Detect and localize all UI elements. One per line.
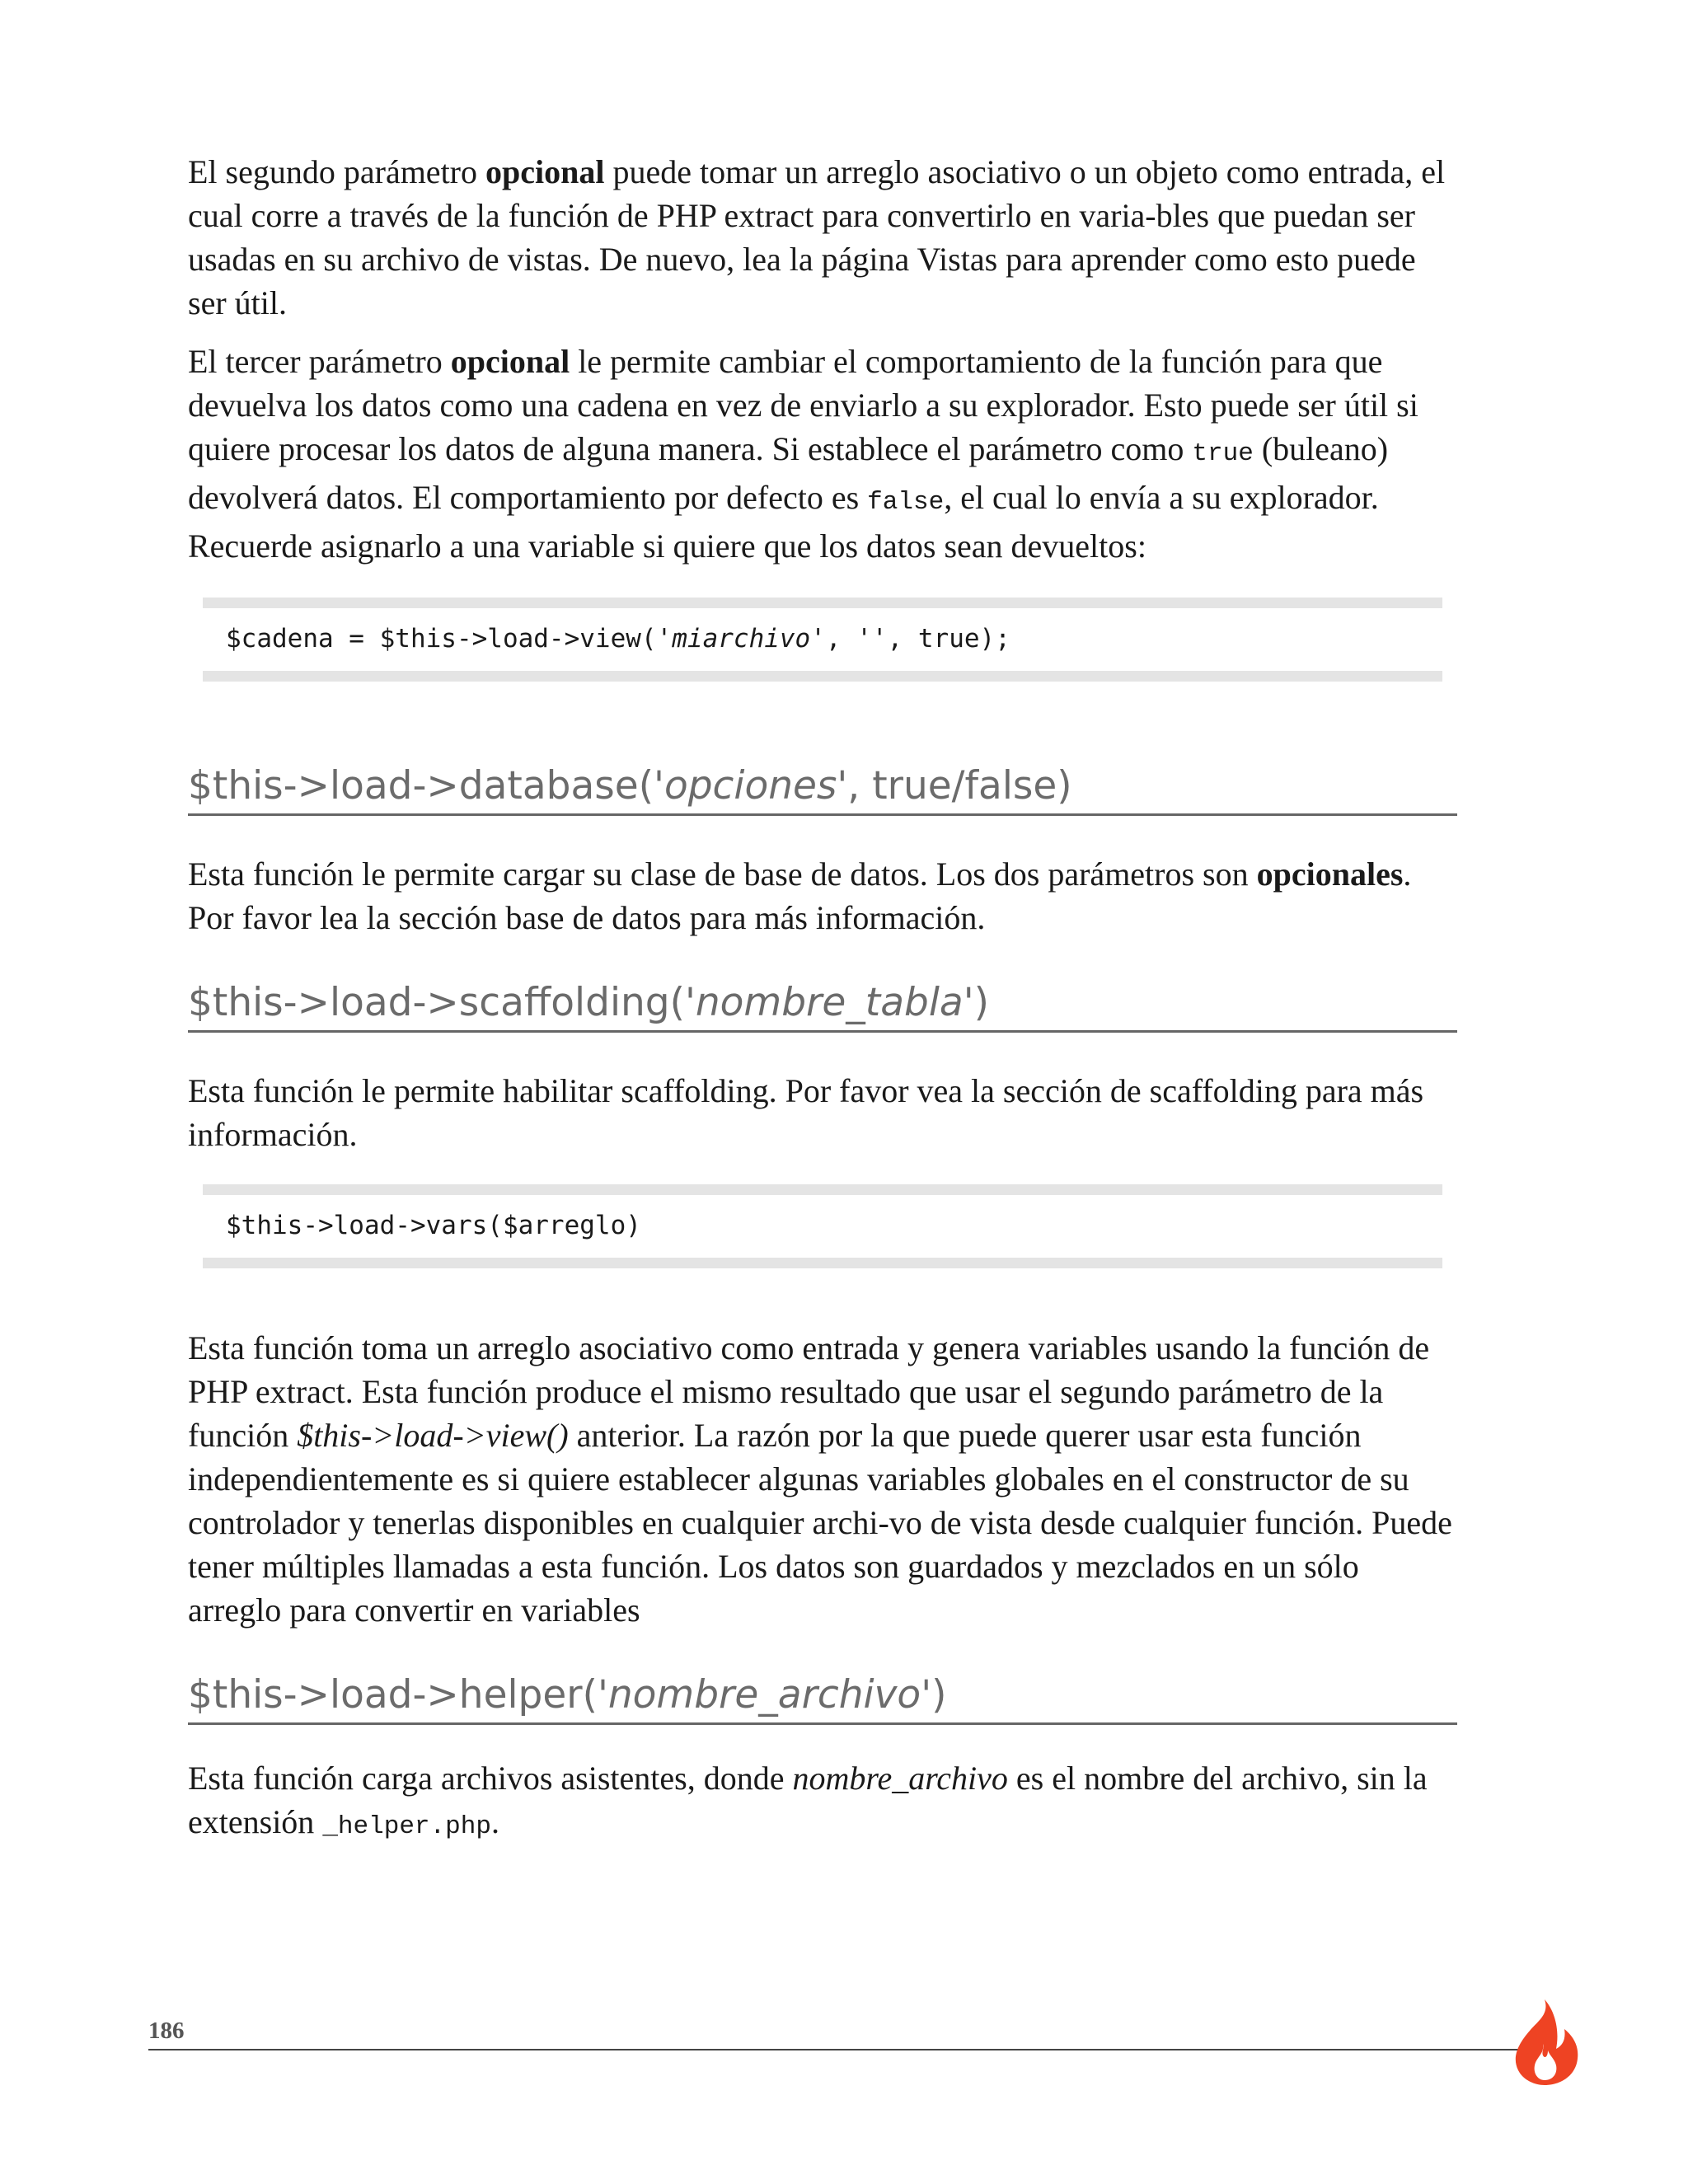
text-run: (buleano) devolverá datos. El comportamiento por defecto es: [188, 430, 1389, 516]
code-text: ', '', true);: [810, 624, 1010, 654]
paragraph-second-parameter: [188, 150, 1457, 325]
code-italic: miarchivo: [672, 624, 811, 654]
inline-code: _helper.php: [322, 1812, 491, 1841]
text-run: , el cual lo envía a su explorador. Recuerde asignarlo a una variable si quiere que los datos sean devueltos:: [188, 479, 1379, 565]
bold-term: opcionales: [1256, 855, 1404, 893]
heading-text: ', true/false): [837, 763, 1072, 808]
code-block-view-return: [203, 598, 1442, 682]
inline-code: false: [867, 488, 945, 517]
paragraph-database: [188, 852, 1457, 940]
heading-text: $this->load->helper(': [188, 1672, 608, 1718]
code-block-vars: [203, 1184, 1442, 1268]
section-heading-scaffolding: [188, 977, 1457, 1033]
heading-italic: opciones: [663, 763, 837, 808]
text-run: puede tomar un arreglo asociativo o un objeto como entrada, el cual corre a través de la función de PHP extract para convertirlo en varia-bles que puedan ser usadas en su archivo de vistas. De nuevo, lea la página Vistas para aprender como esto puede ser útil.: [188, 153, 1446, 321]
code-text: $cadena = $this->load->view(': [226, 624, 673, 654]
text-run: .: [490, 1803, 499, 1840]
paragraph-third-parameter: [188, 340, 1457, 568]
bold-term: opcional: [450, 343, 570, 380]
text-run: anterior. La razón por la que puede querer usar esta función independientemente es si quiere establecer algunas variables globales en el constructor de su controlador y tenerlas disponibles en cualquier archi-vo de vista desde cualquier función. Puede tener múltiples llamadas a esta función. Los datos son guardados y mezclados en un sólo arreglo para convertir en variables: [188, 1417, 1452, 1629]
page-content: [188, 150, 1457, 1863]
footer-rule: [148, 2049, 1541, 2050]
text-run: es el nombre del archivo, sin la extensión: [188, 1760, 1428, 1840]
text-run: El tercer parámetro: [188, 343, 451, 380]
code-text: $this->load->vars($arreglo): [226, 1211, 641, 1240]
heading-italic: nombre_tabla: [695, 980, 964, 1025]
paragraph-helper: [188, 1756, 1457, 1849]
text-run: Esta función le permite cargar su clase de base de datos. Los dos parámetros son: [188, 855, 1257, 893]
flame-logo-icon: [1507, 1996, 1581, 2087]
heading-italic: nombre_archivo: [607, 1672, 921, 1718]
bold-term: opcional: [485, 153, 605, 190]
heading-text: '): [921, 1672, 947, 1718]
text-run: El segundo parámetro: [188, 153, 485, 190]
italic-term: nombre_archivo: [792, 1760, 1008, 1797]
heading-text: '): [963, 980, 989, 1025]
heading-text: $this->load->scaffolding(': [188, 980, 696, 1025]
text-run: Esta función carga archivos asistentes, donde: [188, 1760, 793, 1797]
inline-code: true: [1192, 439, 1254, 468]
section-heading-database: [188, 761, 1457, 816]
text-run: Esta función le permite habilitar scaffolding. Por favor vea la sección de scaffolding para más información.: [188, 1072, 1424, 1153]
text-run: . Por favor lea la sección base de datos para más información.: [188, 855, 1412, 936]
paragraph-scaffolding: [188, 1069, 1457, 1156]
page-number: 186: [148, 2018, 185, 2044]
text-run: le permite cambiar el comportamiento de la función para que devuelva los datos como una cadena en vez de enviarlo a su explorador. Esto puede ser útil si quiere procesar los datos de alguna manera. Si establece el parámetro como: [188, 343, 1418, 467]
paragraph-vars: [188, 1326, 1457, 1632]
italic-term: $this->load->view(): [297, 1417, 569, 1454]
section-heading-helper: [188, 1670, 1457, 1725]
text-run: Esta función toma un arreglo asociativo como entrada y genera variables usando la función de PHP extract. Esta función produce el mismo resultado que usar el segundo parámetro de la función: [188, 1329, 1430, 1454]
heading-text: $this->load->database(': [188, 763, 664, 808]
